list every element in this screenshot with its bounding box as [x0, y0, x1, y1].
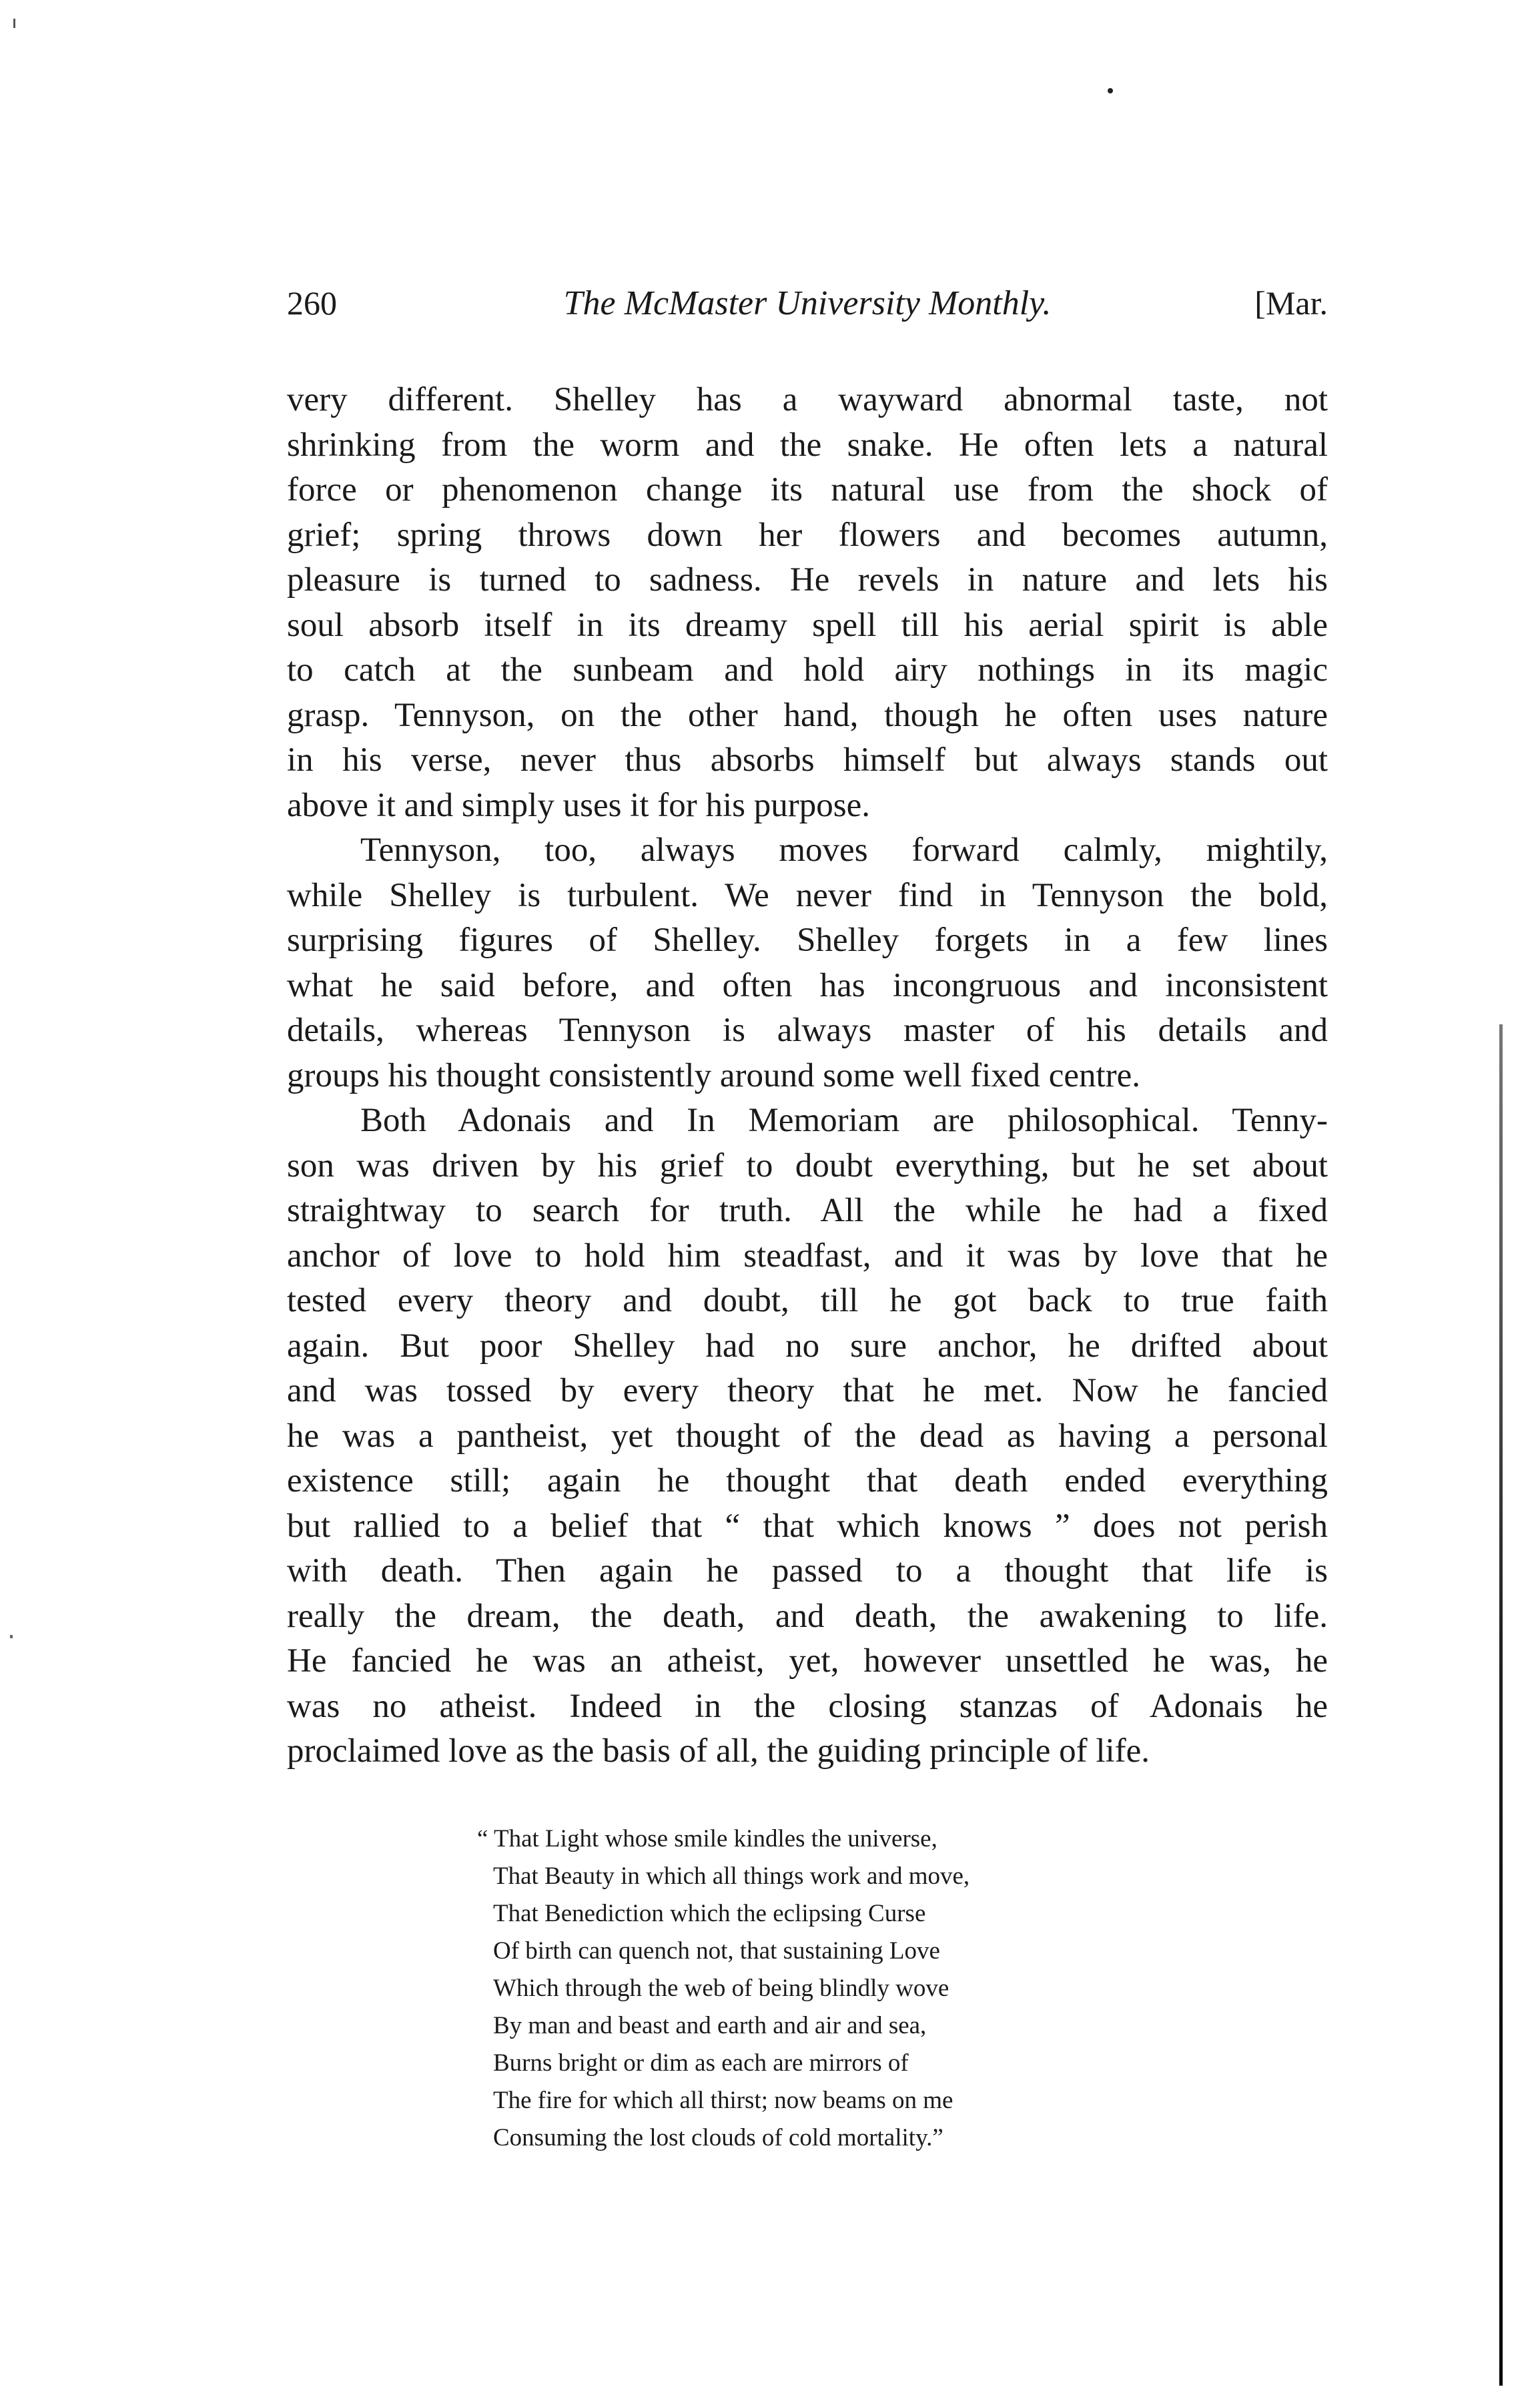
text-line: straightway to search for truth. All the while he had a fixed [287, 1192, 1328, 1229]
verse-quotation [477, 1820, 1198, 2157]
scan-speck [10, 1635, 13, 1638]
text-line: soul absorb itself in its dreamy spell till his aerial spirit is able [287, 606, 1328, 644]
text-line: grasp. Tennyson, on the other hand, though he often uses nature [287, 696, 1328, 734]
text-line: and was tossed by every theory that he met. Now he fancied [287, 1372, 1328, 1409]
running-title: The McMaster University Monthly. [563, 284, 1052, 322]
text-line: He fancied he was an atheist, yet, however unsettled he was, he [287, 1642, 1328, 1680]
text-line: pleasure is turned to sadness. He revels in nature and lets his [287, 561, 1328, 599]
page-edge-shadow [1499, 1024, 1503, 2386]
text-line: while Shelley is turbulent. We never find in Tennyson the bold, [287, 876, 1328, 914]
text-line: to catch at the sunbeam and hold airy nothings in its magic [287, 651, 1328, 689]
text-line: son was driven by his grief to doubt everything, but he set about [287, 1146, 1328, 1184]
text-line: he was a pantheist, yet thought of the dead as having a personal [287, 1417, 1328, 1455]
verse-line: Burns bright or dim as each are mirrors of [493, 2049, 909, 2077]
text-line: with death. Then again he passed to a thought that life is [287, 1552, 1328, 1590]
verse-line: Which through the web of being blindly wove [493, 1975, 949, 2002]
text-line: again. But poor Shelley had no sure anchor, he drifted about [287, 1327, 1328, 1365]
verse-line: “ That Light whose smile kindles the universe, [477, 1825, 937, 1852]
body-text [287, 378, 1328, 1774]
page-number: 260 [287, 284, 337, 322]
text-line: grief; spring throws down her flowers and becomes autumn, [287, 516, 1328, 554]
verse-line: Of birth can quench not, that sustaining Love [493, 1937, 940, 1965]
text-line: shrinking from the worm and the snake. He often lets a natural [287, 426, 1328, 464]
running-header [287, 284, 1328, 337]
text-line: proclaimed love as the basis of all, the guiding principle of life. [287, 1732, 1150, 1770]
verse-line: By man and beast and earth and air and sea, [493, 2012, 927, 2039]
text-line: force or phenomenon change its natural use from the shock of [287, 471, 1328, 508]
text-line: groups his thought consistently around some well fixed centre. [287, 1056, 1141, 1094]
text-line: Tennyson, too, always moves forward calmly, mightily, [360, 831, 1328, 869]
text-line: above it and simply uses it for his purpose. [287, 786, 870, 824]
paragraph [287, 1098, 1328, 1774]
verse-line: Consuming the lost clouds of cold mortality.” [493, 2124, 943, 2151]
issue-month: [Mar. [1254, 284, 1328, 322]
text-line: tested every theory and doubt, till he got back to true faith [287, 1282, 1328, 1319]
verse-line: That Benediction which the eclipsing Curse [493, 1900, 926, 1927]
text-line: was no atheist. Indeed in the closing stanzas of Adonais he [287, 1687, 1328, 1725]
text-line: details, whereas Tennyson is always master of his details and [287, 1012, 1328, 1049]
text-line: in his verse, never thus absorbs himself but always stands out [287, 741, 1328, 779]
text-line: existence still; again he thought that death ended everything [287, 1462, 1328, 1499]
ink-dot [1108, 88, 1113, 93]
text-line: Both Adonais and In Memoriam are philosophical. Tenny- [360, 1102, 1328, 1139]
paragraph [287, 378, 1328, 828]
text-line: really the dream, the death, and death, the awakening to life. [287, 1597, 1328, 1635]
paragraph [287, 828, 1328, 1098]
text-line: what he said before, and often has incongruous and inconsistent [287, 966, 1328, 1004]
verse-line: That Beauty in which all things work and move, [493, 1862, 970, 1890]
verse-line: The fire for which all thirst; now beams on me [493, 2087, 953, 2114]
text-line: surprising figures of Shelley. Shelley forgets in a few lines [287, 922, 1328, 959]
scan-speck [13, 19, 15, 28]
text-line: anchor of love to hold him steadfast, and it was by love that he [287, 1237, 1328, 1275]
text-line: but rallied to a belief that “ that which knows ” does not perish [287, 1507, 1328, 1545]
text-line: very different. Shelley has a wayward abnormal taste, not [287, 381, 1328, 418]
